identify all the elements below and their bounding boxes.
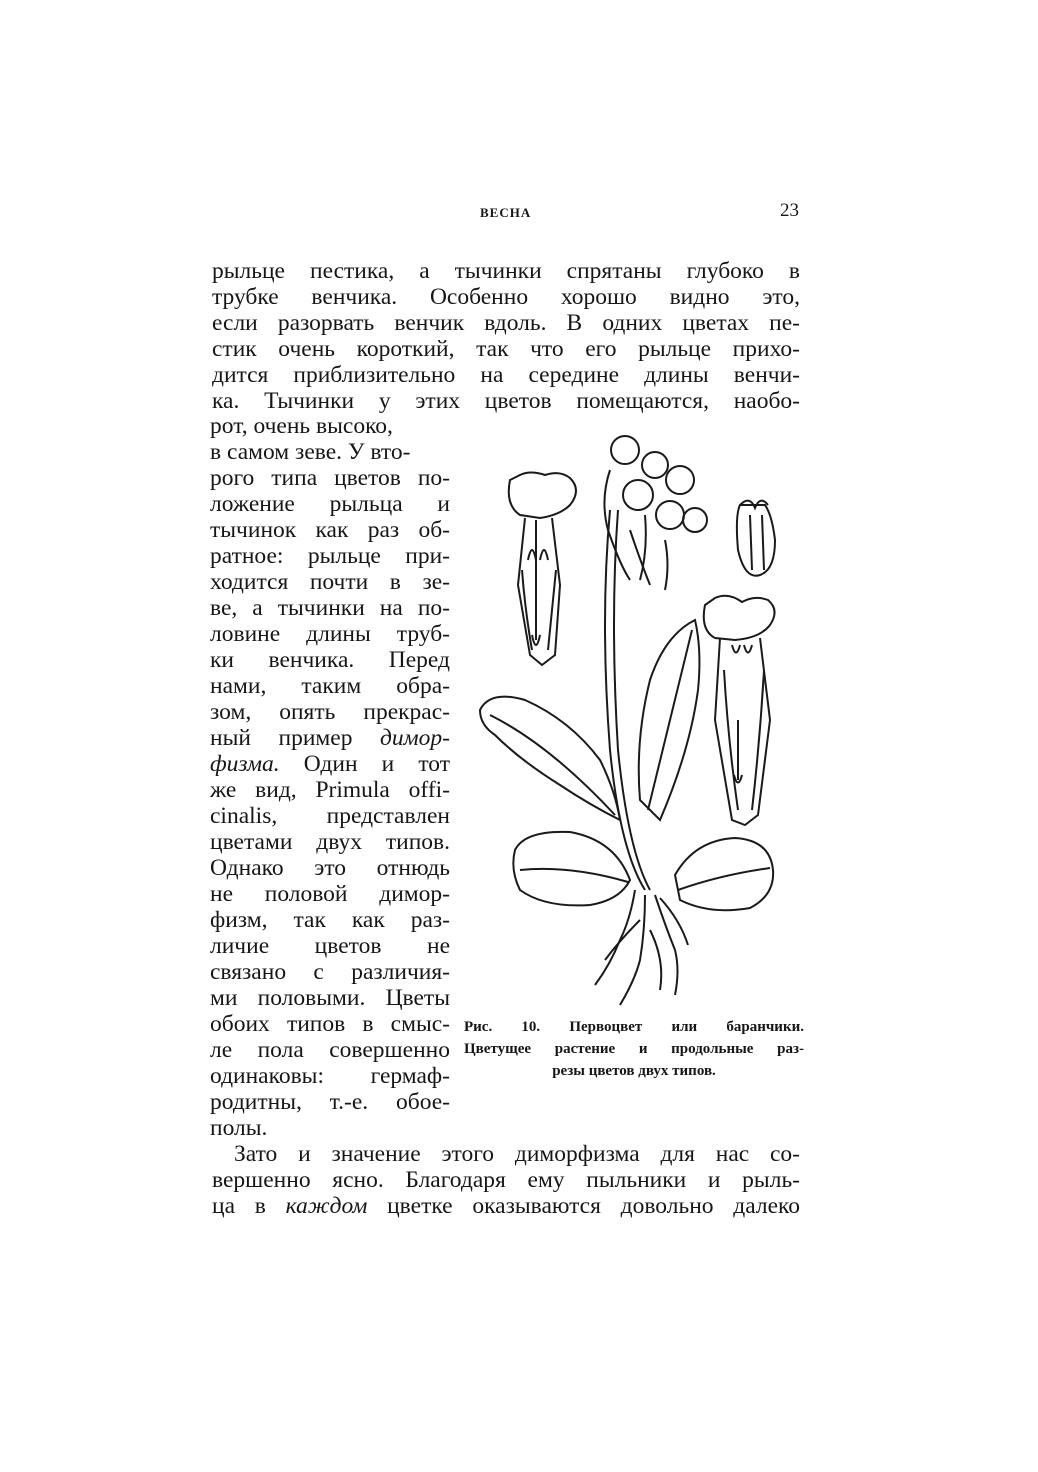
text-line: дится приблизительно на середине длины венчи- <box>212 362 800 388</box>
figure-caption-line: Цветущее растение и продольные раз- <box>464 1041 804 1057</box>
text-line: ле пола совершенно <box>210 1037 450 1063</box>
flower-section-left <box>509 473 576 666</box>
primrose-illustration <box>470 420 810 1020</box>
text-line: ложение рыльца и <box>210 491 450 517</box>
text-line: нами, таким обра- <box>210 673 450 699</box>
text-line: ка. Тычинки у этих цветов помещаются, наобо- <box>212 388 800 414</box>
flower-stalk <box>605 510 645 890</box>
running-title: ВЕСНА <box>480 205 532 220</box>
page-number: 23 <box>780 200 799 221</box>
text-line: ловине длины труб- <box>210 621 450 647</box>
text-line: Зато и значение этого диморфизма для нас со- <box>234 1141 800 1167</box>
flower-section-right <box>704 596 775 825</box>
text-line: если разорвать венчик вдоль. В одних цветах пе- <box>212 310 800 336</box>
emphasis: димор- <box>380 725 450 751</box>
flower-cluster <box>604 436 707 590</box>
text-line: рого типа цветов по- <box>210 465 450 491</box>
text-line: ратное: рыльце при- <box>210 543 450 569</box>
text-line: же вид, Primula offi- <box>210 777 450 803</box>
text-line: вершенно ясно. Благодаря ему пыльники и рыль- <box>212 1167 800 1193</box>
text-line: ми половыми. Цветы <box>210 985 450 1011</box>
text-line: одинаковы: гермаф- <box>210 1063 450 1089</box>
text-line: трубке венчика. Особенно хорошо видно это, <box>212 284 800 310</box>
text-line: физм, так как раз- <box>210 907 450 933</box>
text-line: ве, а тычинки на по- <box>210 595 450 621</box>
text-line: ходится почти в зе- <box>210 569 450 595</box>
leaves <box>480 620 773 910</box>
text-line: ца в каждом цветке оказываются довольно далеко <box>212 1193 800 1219</box>
text-line: физма. Один и тот <box>210 751 450 777</box>
emphasis: физма. <box>210 751 280 777</box>
text-line: родитны, т.-е. обое- <box>210 1089 450 1115</box>
text-line: личие цветов не <box>210 933 450 959</box>
text-line: зом, опять прекрас- <box>210 699 450 725</box>
text-line: связано с различия- <box>210 959 450 985</box>
text-line: в самом зеве. У вто- <box>210 439 411 465</box>
text-line: Однако это отнюдь <box>210 855 450 881</box>
flower-bud <box>737 501 775 576</box>
text-line: цветами двух типов. <box>210 829 450 855</box>
text-line: не половой димор- <box>210 881 450 907</box>
text-line: рыльце пестика, а тычинки спрятаны глубоко в <box>212 258 800 284</box>
text-line: ки венчика. Перед <box>210 647 450 673</box>
text-line: рот, очень высоко, <box>210 413 393 439</box>
text-line: cinalis, представлен <box>210 803 450 829</box>
rootstock <box>595 890 688 1005</box>
text-line: ный пример димор- <box>210 725 450 751</box>
figure-caption-line: резы цветов двух типов. <box>552 1063 716 1079</box>
text-line: обоих типов в смыс- <box>210 1011 450 1037</box>
emphasis: каждом <box>285 1193 368 1219</box>
text-line: стик очень короткий, так что его рыльце прихо- <box>212 336 800 362</box>
figure-caption-line: Рис. 10. Первоцвет или баранчики. <box>464 1019 804 1035</box>
text-line: тычинок как раз об- <box>210 517 450 543</box>
text-line: полы. <box>210 1115 268 1141</box>
